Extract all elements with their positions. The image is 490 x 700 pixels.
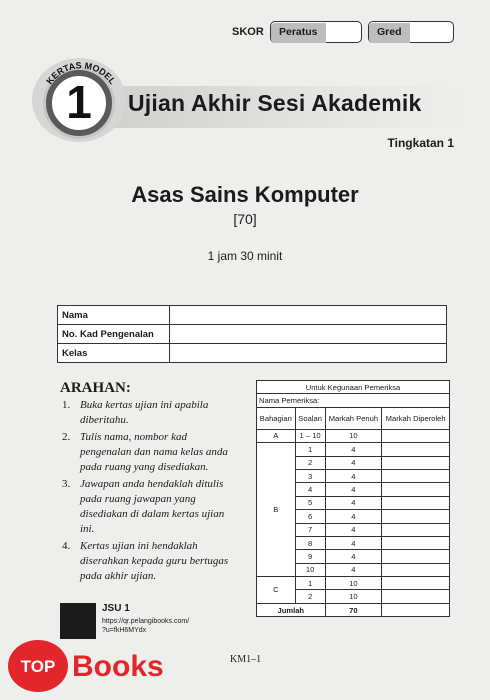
page-footer: KM1–1 (230, 654, 262, 665)
markah-cell: 4 (325, 483, 382, 496)
arahan-item (62, 477, 240, 537)
diperoleh-cell[interactable] (382, 429, 450, 442)
header-markah-penuh: Markah Penuh (325, 407, 382, 429)
table-row (257, 443, 450, 456)
gred-label: Gred (369, 23, 410, 43)
examiner-title: Untuk Kegunaan Pemeriksa (257, 381, 450, 394)
identity-label: Nama (58, 306, 170, 325)
markah-cell: 4 (325, 510, 382, 523)
arahan-number: 1. (62, 399, 71, 411)
markah-cell: 4 (325, 563, 382, 576)
diperoleh-cell[interactable] (382, 496, 450, 509)
identity-row-nama (58, 306, 447, 325)
markah-cell: 10 (325, 590, 382, 603)
diperoleh-cell[interactable] (382, 469, 450, 482)
table-row (257, 429, 450, 442)
markah-cell: 4 (325, 536, 382, 549)
arahan-text: Buka kertas ujian ini apabila diberitahu. (80, 399, 209, 426)
diperoleh-cell[interactable] (382, 456, 450, 469)
bahagian-cell: A (257, 429, 296, 442)
total-marks: [70] (233, 211, 257, 227)
bahagian-cell: B (257, 443, 296, 577)
peratus-label: Peratus (271, 23, 326, 43)
header-markah-diperoleh: Markah Diperoleh (382, 407, 450, 429)
diperoleh-cell[interactable] (382, 483, 450, 496)
subject-title: Asas Sains Komputer (131, 182, 359, 207)
arahan-item (62, 539, 240, 584)
jsu-url-line1: https://qr.pelangibooks.com/ (102, 618, 190, 625)
diperoleh-cell[interactable] (382, 443, 450, 456)
logo-books-text: Books (72, 650, 164, 683)
total-label: Jumlah (257, 603, 326, 616)
arahan-item (62, 430, 240, 475)
markah-cell: 4 (325, 550, 382, 563)
total-row (257, 603, 450, 616)
skor-label: SKOR (232, 26, 264, 38)
soalan-cell: 9 (295, 550, 325, 563)
soalan-cell: 8 (295, 536, 325, 549)
header-soalan: Soalan (295, 407, 325, 429)
arahan-number: 2. (62, 431, 71, 443)
logo-top-text: TOP (20, 657, 56, 676)
identity-row-kelas (58, 344, 447, 363)
kelas-field[interactable] (170, 344, 447, 363)
examiner-name-label: Nama Pemeriksa: (257, 394, 450, 407)
arahan-text: Jawapan anda hendaklah ditulis pada ruang jawapan yang disediakan di dalam kertas ujian ini. (80, 478, 225, 535)
markah-cell: 10 (325, 429, 382, 442)
soalan-cell: 2 (295, 456, 325, 469)
header-bahagian: Bahagian (257, 407, 296, 429)
bahagian-cell: C (257, 577, 296, 604)
duration: 1 jam 30 minit (207, 249, 283, 263)
jsu-url[interactable] (102, 617, 189, 635)
table-row (257, 577, 450, 590)
markah-cell: 4 (325, 469, 382, 482)
total-value: 70 (325, 603, 382, 616)
markah-cell: 4 (325, 456, 382, 469)
arahan-text: Tulis nama, nombor kad pengenalan dan nama kelas anda pada ruang yang disediakan. (80, 431, 228, 473)
soalan-cell: 5 (295, 496, 325, 509)
gred-box (368, 21, 454, 43)
arahan-heading: ARAHAN: (60, 380, 131, 396)
tingkatan-label: Tingkatan 1 (387, 136, 454, 150)
examiner-table (256, 380, 450, 617)
arahan-text: Kertas ujian ini hendaklah diserahkan kepada guru bertugas pada akhir ujian. (80, 540, 229, 582)
examiner-title-row (257, 381, 450, 394)
markah-cell: 4 (325, 496, 382, 509)
arahan-number: 4. (62, 540, 71, 552)
qr-code-icon[interactable] (60, 603, 96, 639)
diperoleh-cell[interactable] (382, 563, 450, 576)
markah-cell: 4 (325, 443, 382, 456)
identity-table (57, 305, 447, 363)
jsu-url-line2: ?u=fkH6MYdx (102, 627, 147, 634)
topbooks-logo (6, 636, 186, 696)
soalan-cell: 6 (295, 510, 325, 523)
diperoleh-cell[interactable] (382, 523, 450, 536)
diperoleh-cell[interactable] (382, 510, 450, 523)
badge-caption-text: KERTAS MODEL (44, 60, 118, 87)
arahan-item (62, 398, 240, 428)
soalan-cell: 1 (295, 577, 325, 590)
arahan-list (62, 398, 240, 586)
soalan-cell: 10 (295, 563, 325, 576)
page-title: Ujian Akhir Sesi Akademik (128, 90, 422, 116)
soalan-cell: 1 (295, 443, 325, 456)
badge-number: 1 (66, 76, 92, 128)
markah-cell: 10 (325, 577, 382, 590)
soalan-cell: 7 (295, 523, 325, 536)
soalan-cell: 2 (295, 590, 325, 603)
diperoleh-cell[interactable] (382, 590, 450, 603)
identity-label: Kelas (58, 344, 170, 363)
soalan-cell: 4 (295, 483, 325, 496)
total-diperoleh-cell[interactable] (382, 603, 450, 616)
peratus-box (270, 21, 362, 43)
diperoleh-cell[interactable] (382, 577, 450, 590)
examiner-name-row (257, 394, 450, 407)
nama-field[interactable] (170, 306, 447, 325)
markah-cell: 4 (325, 523, 382, 536)
ic-field[interactable] (170, 325, 447, 344)
arahan-number: 3. (62, 478, 71, 490)
examiner-section (256, 380, 450, 617)
diperoleh-cell[interactable] (382, 550, 450, 563)
diperoleh-cell[interactable] (382, 536, 450, 549)
examiner-header-row (257, 407, 450, 429)
jsu-title: JSU 1 (102, 603, 130, 614)
identity-label: No. Kad Pengenalan (58, 325, 170, 344)
soalan-cell: 1 – 10 (295, 429, 325, 442)
identity-row-ic (58, 325, 447, 344)
soalan-cell: 3 (295, 469, 325, 482)
